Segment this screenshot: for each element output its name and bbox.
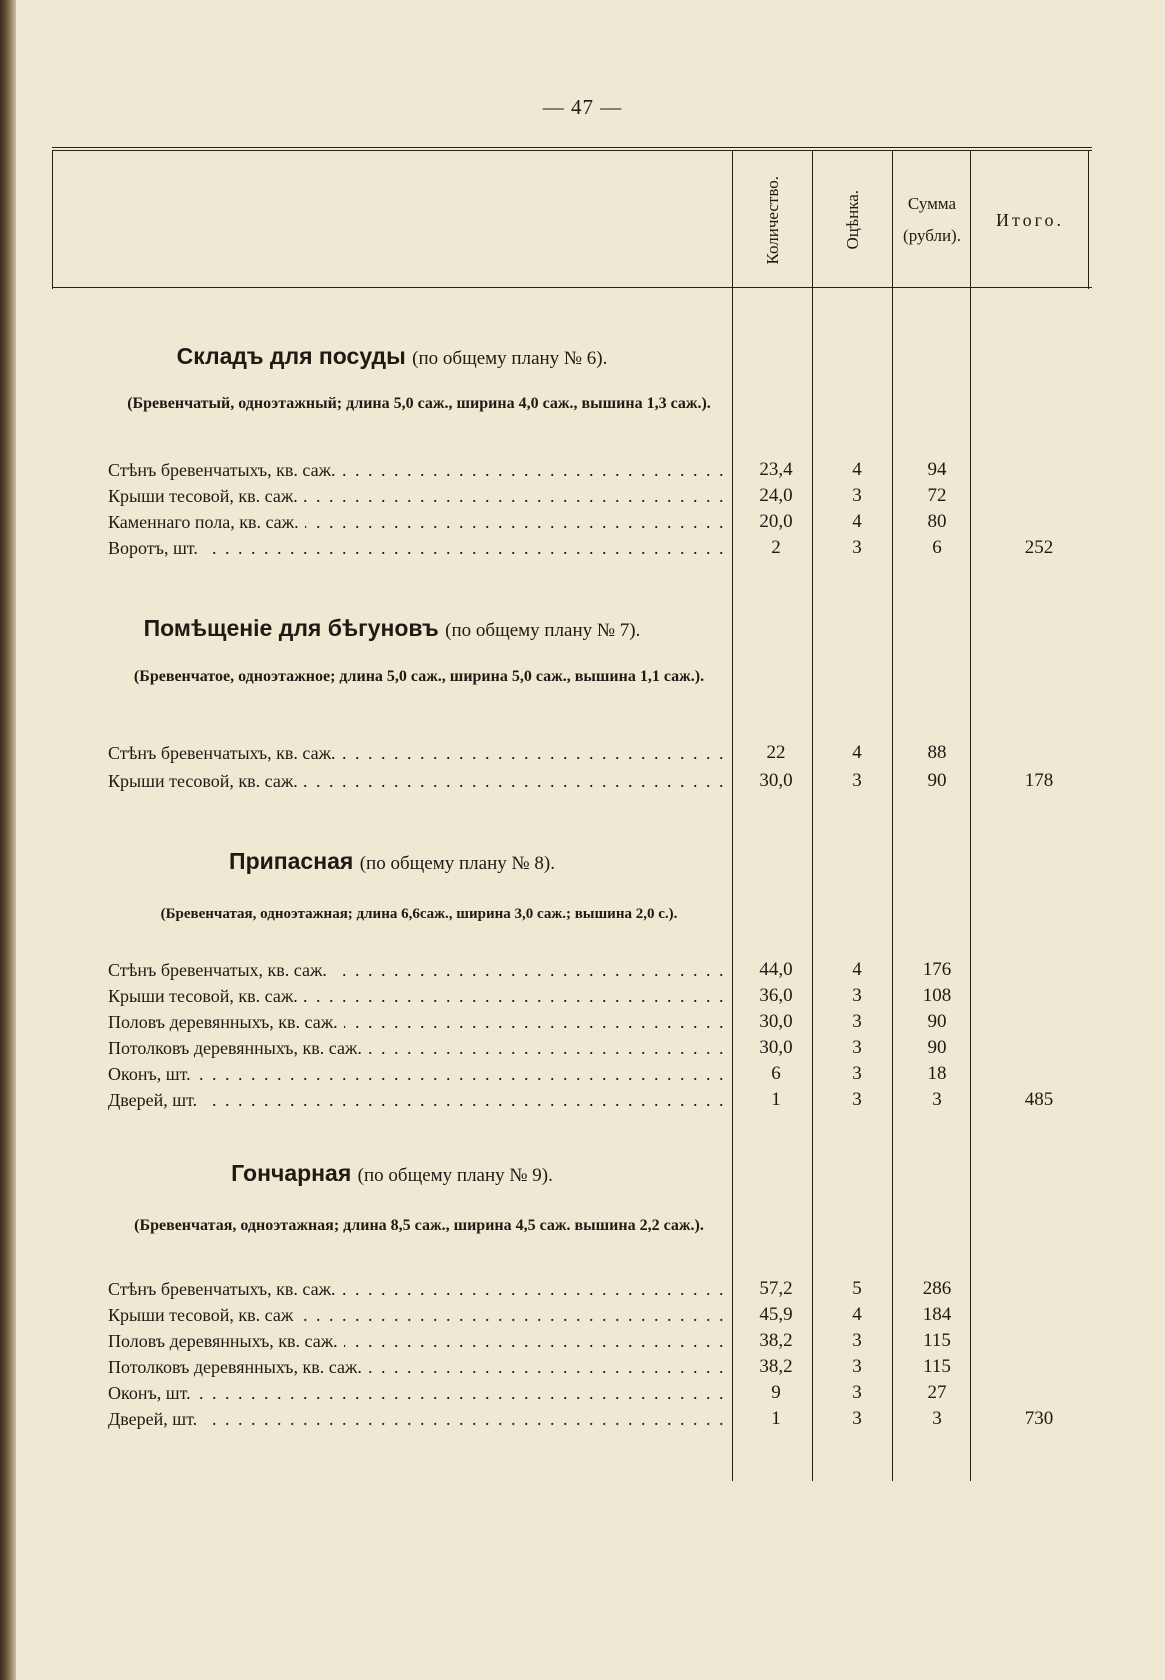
row-total [980, 1035, 1098, 1061]
row-sum: 115 [923, 1356, 951, 1377]
row-sum: 27 [927, 1382, 947, 1403]
row-quantity: 22 [766, 742, 786, 763]
row-sum: 286 [922, 1278, 952, 1299]
row-rate: 3 [852, 1037, 862, 1058]
row-total: 730 [1024, 1408, 1054, 1429]
row-rate: 3 [852, 1356, 862, 1377]
row-total [980, 1328, 1098, 1354]
section-plan-ref: (по общему плану № 6). [412, 348, 608, 369]
table-row [108, 1328, 1098, 1354]
section-name: Припасная [229, 848, 354, 874]
row-total [980, 1009, 1098, 1035]
column-header-rate [814, 155, 892, 285]
row-total [980, 1276, 1098, 1302]
table-row [108, 1087, 1098, 1113]
row-quantity: 23,4 [759, 459, 793, 480]
table-row [108, 768, 1098, 794]
row-quantity: 38,2 [759, 1330, 793, 1351]
row-rate: 3 [852, 985, 862, 1006]
section-name: Складъ для посуды [176, 343, 406, 369]
table-row [108, 509, 1098, 535]
table-row [108, 1302, 1098, 1328]
row-rate: 3 [852, 485, 862, 506]
row-rate: 3 [852, 1330, 862, 1351]
row-sum: 176 [922, 959, 952, 980]
row-total: 178 [1024, 770, 1054, 791]
section-name: Помѣщеніе для бѣгуновъ [143, 615, 439, 641]
row-quantity: 1 [771, 1089, 781, 1110]
row-label: Крыши тесовой, кв. саж. [108, 986, 304, 1006]
section-plan-ref: (по общему плану № 8). [359, 853, 555, 874]
table-row [108, 1035, 1098, 1061]
row-label: Воротъ, шт. [108, 538, 204, 558]
quantity-header-label: Количество. [763, 175, 782, 265]
row-quantity: 38,2 [759, 1356, 793, 1377]
row-rate: 3 [852, 770, 862, 791]
row-sum: 90 [927, 1011, 947, 1032]
row-sum: 18 [927, 1063, 947, 1084]
row-total [980, 1061, 1098, 1087]
row-rate: 4 [852, 511, 862, 532]
row-rate: 3 [852, 1382, 862, 1403]
page-binding-edge [0, 0, 16, 1680]
row-sum: 184 [922, 1304, 952, 1325]
row-label: Половъ деревянныхъ, кв. саж. [108, 1331, 344, 1351]
table-row [108, 1276, 1098, 1302]
table-row [108, 535, 1098, 561]
section-description: (Бревенчатая, одноэтажная; длина 6,6саж., ширина 3,0 саж.; вышина 2,0 с.). [160, 906, 678, 922]
row-quantity: 6 [771, 1063, 781, 1084]
row-total: 485 [1024, 1089, 1054, 1110]
row-label: Стѣнъ бревенчатыхъ, кв. саж. [108, 1279, 342, 1299]
table-row [108, 740, 1098, 766]
row-sum: 115 [923, 1330, 951, 1351]
row-rate: 3 [852, 1063, 862, 1084]
row-quantity: 30,0 [759, 1011, 793, 1032]
row-quantity: 44,0 [759, 959, 793, 980]
table-left-border [52, 151, 53, 289]
row-quantity: 36,0 [759, 985, 793, 1006]
row-label: Оконъ, шт. [108, 1064, 197, 1084]
row-rate: 3 [852, 1011, 862, 1032]
row-quantity: 30,0 [759, 770, 793, 791]
section-name: Гончарная [231, 1160, 352, 1186]
section-title [52, 1160, 732, 1187]
row-rate: 3 [852, 537, 862, 558]
table-right-border [1088, 151, 1089, 289]
row-rate: 4 [852, 959, 862, 980]
row-label: Половъ деревянныхъ, кв. саж. [108, 1012, 344, 1032]
row-label: Стѣнъ бревенчатых, кв. саж. [108, 960, 333, 980]
row-rate: 3 [852, 1408, 862, 1429]
row-total [980, 457, 1098, 483]
row-label: Дверей, шт. [108, 1409, 203, 1429]
row-sum: 108 [922, 985, 952, 1006]
row-quantity: 30,0 [759, 1037, 793, 1058]
table-row [108, 983, 1098, 1009]
section-description: (Бревенчатый, одноэтажный; длина 5,0 саж., ширина 4,0 саж., вышина 1,3 саж.). [127, 395, 711, 412]
row-total [980, 740, 1098, 766]
row-sum: 88 [927, 742, 947, 763]
section-title [52, 615, 732, 642]
section-title [52, 343, 732, 370]
row-label: Дверей, шт. [108, 1090, 203, 1110]
table-row [108, 1061, 1098, 1087]
section-title [52, 848, 732, 875]
row-quantity: 24,0 [759, 485, 793, 506]
section-plan-ref: (по общему плану № 9). [357, 1165, 553, 1186]
table-row [108, 483, 1098, 509]
row-total: 252 [1024, 537, 1054, 558]
row-total [980, 957, 1098, 983]
row-quantity: 57,2 [759, 1278, 793, 1299]
row-total [980, 509, 1098, 535]
row-sum: 6 [932, 537, 942, 558]
row-total [980, 1380, 1098, 1406]
section-description: (Бревенчатое, одноэтажное; длина 5,0 саж., ширина 5,0 саж., вышина 1,1 саж.). [133, 668, 705, 685]
column-header-sum [894, 155, 970, 285]
section-plan-ref: (по общему плану № 7). [445, 620, 641, 641]
section-description: (Бревенчатая, одноэтажная; длина 8,5 саж., ширина 4,5 саж. вышина 2,2 саж.). [134, 1217, 704, 1234]
row-label: Оконъ, шт. [108, 1383, 197, 1403]
table-row [108, 957, 1098, 983]
row-sum: 90 [927, 1037, 947, 1058]
row-rate: 3 [852, 1089, 862, 1110]
row-rate: 4 [852, 459, 862, 480]
row-quantity: 2 [771, 537, 781, 558]
row-sum: 80 [927, 511, 947, 532]
sum-header-line2: (рубли). [903, 226, 961, 245]
row-quantity: 9 [771, 1382, 781, 1403]
row-rate: 4 [852, 742, 862, 763]
row-quantity: 45,9 [759, 1304, 793, 1325]
row-label: Потолковъ деревянныхъ, кв. саж. [108, 1038, 368, 1058]
column-header-quantity [734, 155, 812, 285]
row-quantity: 1 [771, 1408, 781, 1429]
row-label: Крыши тесовой, кв. саж. [108, 771, 304, 791]
column-header-total [972, 155, 1088, 285]
row-label: Крыши тесовой, кв. саж [108, 1305, 299, 1325]
row-total [980, 483, 1098, 509]
row-rate: 5 [852, 1278, 862, 1299]
row-label: Стѣнъ бревенчатыхъ, кв. саж. [108, 460, 342, 480]
sum-header-line1: Сумма [907, 194, 957, 213]
table-row [108, 1354, 1098, 1380]
row-total [980, 1354, 1098, 1380]
row-sum: 3 [932, 1089, 942, 1110]
table-row [108, 1380, 1098, 1406]
row-sum: 72 [927, 485, 947, 506]
header-rule [52, 287, 1092, 288]
row-quantity: 20,0 [759, 511, 793, 532]
row-rate: 4 [852, 1304, 862, 1325]
page-number: — 47 — [542, 95, 623, 119]
row-sum: 90 [927, 770, 947, 791]
rate-header-label: Оцѣнка. [843, 190, 862, 250]
row-label: Стѣнъ бревенчатыхъ, кв. саж. [108, 743, 342, 763]
row-total [980, 1302, 1098, 1328]
total-header-label: Итого. [995, 209, 1065, 230]
row-total [980, 983, 1098, 1009]
row-sum: 3 [932, 1408, 942, 1429]
row-label: Крыши тесовой, кв. саж. [108, 486, 304, 506]
table-row [108, 1009, 1098, 1035]
table-row [108, 457, 1098, 483]
table-row [108, 1406, 1098, 1432]
row-sum: 94 [927, 459, 947, 480]
row-label: Каменнаго пола, кв. саж. [108, 512, 305, 532]
row-label: Потолковъ деревянныхъ, кв. саж. [108, 1357, 368, 1377]
